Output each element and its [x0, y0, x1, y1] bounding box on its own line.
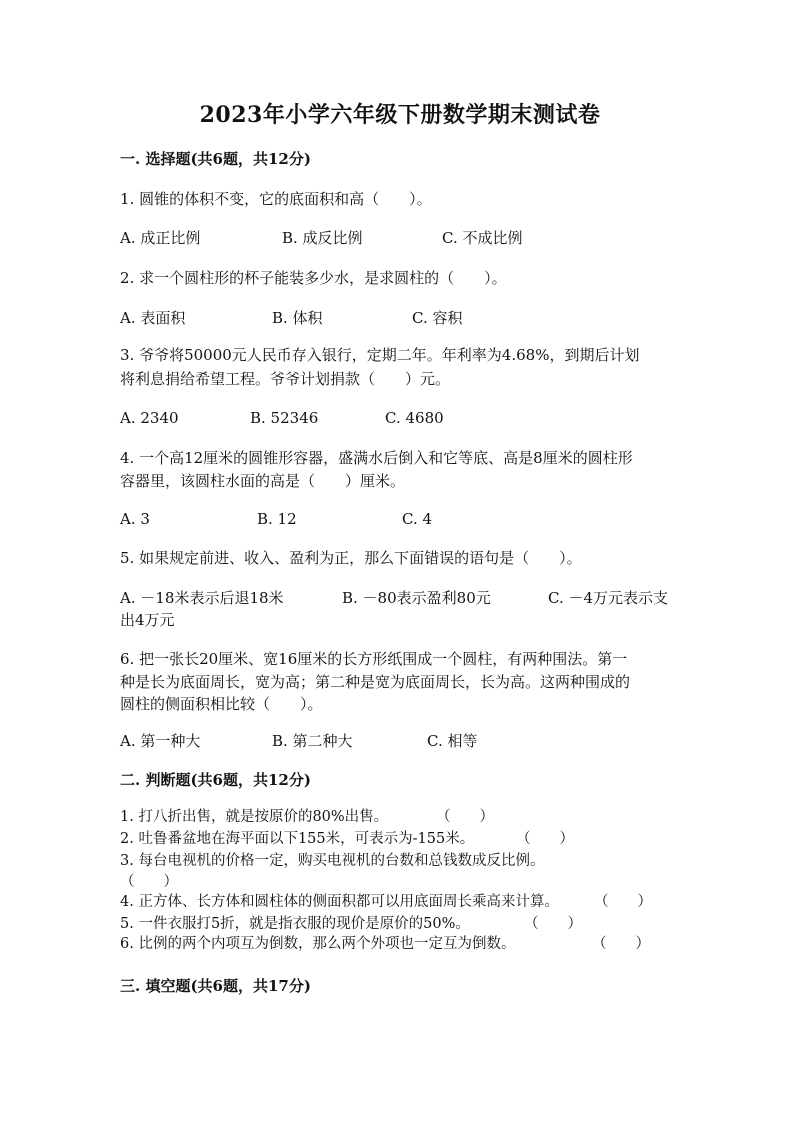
section-heading-choice: 一. 选择题(共6题，共12分)	[120, 150, 311, 168]
question-6-option-c: C. 相等	[427, 732, 478, 750]
tf-item-3-answer-blank[interactable]: （ ）	[120, 874, 178, 890]
question-5-option-a: A. －18米表示后退18米	[120, 589, 284, 607]
question-2-option-b: B. 体积	[272, 309, 323, 327]
page-title: 2023年小学六年级下册数学期末测试卷	[199, 102, 601, 128]
question-6-stem-line-3: 圆柱的侧面积相比较（ ）。	[120, 695, 323, 713]
question-5-option-c-continued: 出4万元	[120, 611, 175, 629]
question-4-option-b: B. 12	[257, 510, 297, 528]
question-2-option-a: A. 表面积	[120, 309, 186, 327]
question-1-option-c: C. 不成比例	[442, 229, 523, 247]
question-6-option-a: A. 第一种大	[120, 732, 201, 750]
tf-item-5-answer-blank[interactable]: （ ）	[524, 916, 582, 932]
tf-item-4-text: 4. 正方体、长方体和圆柱体的侧面积都可以用底面周长乘高来计算。	[120, 894, 559, 910]
question-1-option-b: B. 成反比例	[282, 229, 363, 247]
question-2-option-c: C. 容积	[412, 309, 463, 327]
tf-item-3-text: 3. 每台电视机的价格一定，购买电视机的台数和总钱数成反比例。	[120, 853, 545, 869]
tf-item-1-answer-blank[interactable]: （ ）	[436, 809, 494, 825]
question-4-stem-line-1: 4. 一个高12厘米的圆锥形容器，盛满水后倒入和它等底、高是8厘米的圆柱形	[120, 449, 633, 467]
tf-item-5-text: 5. 一件衣服打5折，就是指衣服的现价是原价的50%。	[120, 916, 470, 932]
question-5-option-b: B. －80表示盈利80元	[342, 589, 491, 607]
question-5-stem: 5. 如果规定前进、收入、盈利为正，那么下面错误的语句是（ ）。	[120, 549, 582, 567]
question-5-option-c: C. －4万元表示支	[548, 589, 669, 607]
section-heading-fill-in: 三. 填空题(共6题，共17分)	[120, 977, 311, 995]
question-2-stem: 2. 求一个圆柱形的杯子能装多少水，是求圆柱的（ ）。	[120, 269, 507, 287]
question-3-stem-line-1: 3. 爷爷将50000元人民币存入银行，定期二年。年利率为4.68%，到期后计划	[120, 346, 640, 364]
question-6-option-b: B. 第二种大	[272, 732, 353, 750]
question-1-option-a: A. 成正比例	[120, 229, 201, 247]
question-4-option-c: C. 4	[402, 510, 433, 528]
question-3-stem-line-2: 将利息捐给希望工程。爷爷计划捐款（ ）元。	[120, 370, 451, 388]
tf-item-2-text: 2. 吐鲁番盆地在海平面以下155米，可表示为-155米。	[120, 831, 475, 847]
question-1-stem: 1. 圆锥的体积不变，它的底面积和高（ ）。	[120, 190, 432, 208]
question-3-option-a: A. 2340	[120, 409, 179, 427]
question-4-stem-line-2: 容器里，该圆柱水面的高是（ ）厘米。	[120, 472, 406, 490]
question-6-stem-line-1: 6. 把一张长20厘米、宽16厘米的长方形纸围成一个圆柱，有两种围法。第一	[120, 650, 628, 668]
tf-item-4-answer-blank[interactable]: （ ）	[594, 894, 652, 910]
tf-item-2-answer-blank[interactable]: （ ）	[516, 831, 574, 847]
question-4-option-a: A. 3	[120, 510, 150, 528]
question-3-option-c: C. 4680	[385, 409, 444, 427]
section-heading-true-false: 二. 判断题(共6题，共12分)	[120, 771, 311, 789]
question-6-stem-line-2: 种是长为底面周长，宽为高；第二种是宽为底面周长，长为高。这两种围成的	[120, 673, 631, 691]
tf-item-1-text: 1. 打八折出售，就是按原价的80%出售。	[120, 809, 389, 825]
tf-item-6-text: 6. 比例的两个内项互为倒数，那么两个外项也一定互为倒数。	[120, 936, 516, 952]
tf-item-6-answer-blank[interactable]: （ ）	[592, 936, 650, 952]
question-3-option-b: B. 52346	[250, 409, 319, 427]
